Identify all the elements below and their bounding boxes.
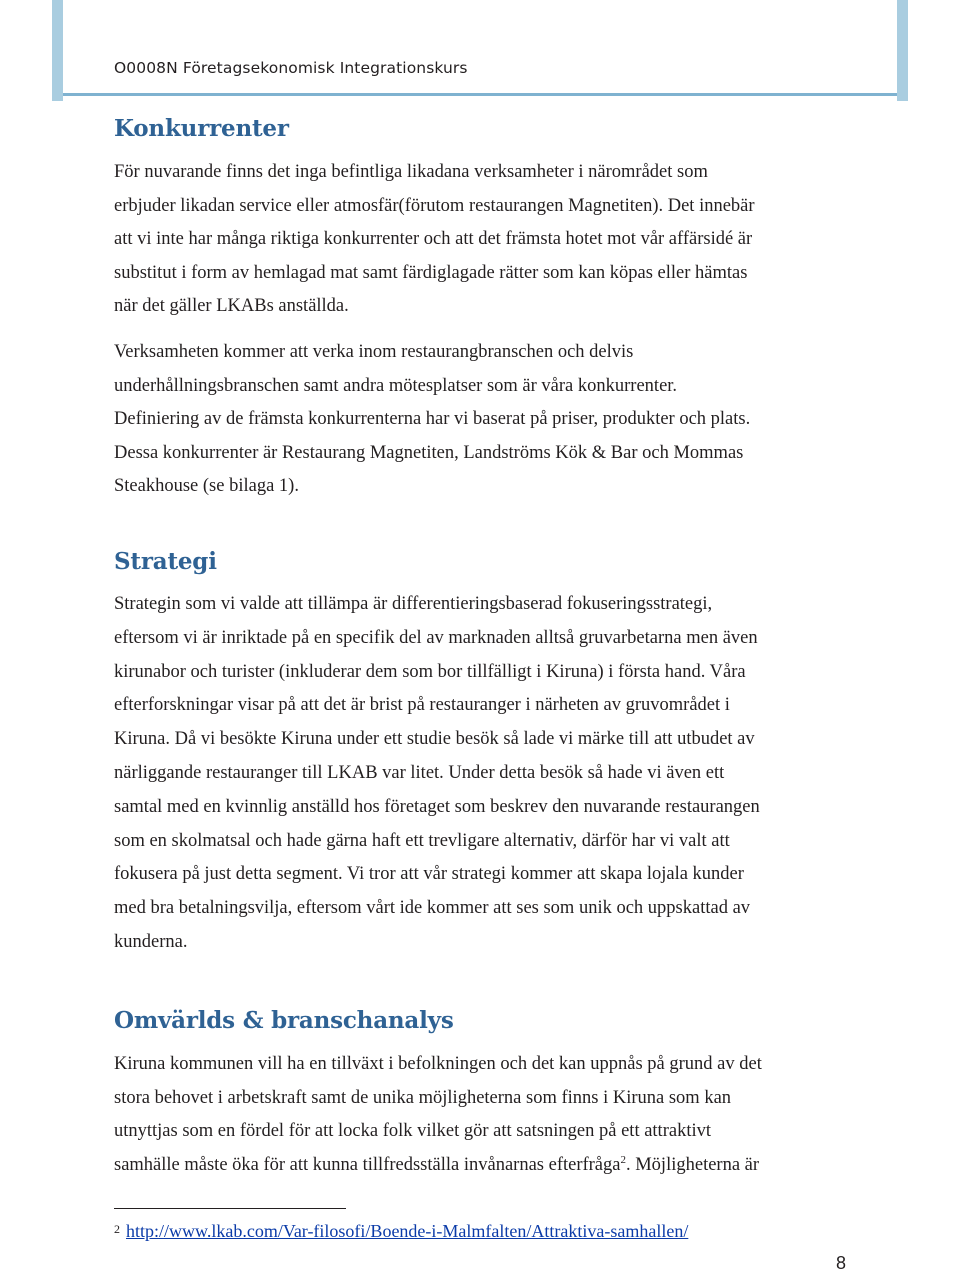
page-number: 8 [835, 1253, 846, 1273]
footnote-reference[interactable]: 2 [620, 1154, 626, 1167]
text-line: substitut i form av hemlagad mat samt färdiglagade rätter som kan köpas eller hämtas [114, 262, 748, 283]
heading-konkurrenter: Konkurrenter [114, 115, 289, 142]
text-line: underhållningsbranschen samt andra mötesplatser som är våra konkurrenter. [114, 375, 678, 396]
heading-omvarld: Omvärlds & branschanalys [114, 1007, 454, 1034]
text-line: närliggande restauranger till LKAB var litet. Under detta besök så hade vi även ett [114, 762, 725, 783]
strategi-paragraph [114, 588, 760, 960]
text-line: stora behovet i arbetskraft samt de unika möjligheterna som finns i Kiruna som kan [114, 1087, 732, 1108]
text-line: Kiruna kommunen vill ha en tillväxt i befolkningen och det kan uppnås på grund av det [114, 1054, 762, 1074]
text-run: . Möjligheterna är [625, 1155, 760, 1176]
course-title: O0008N Företagsekonomisk Integrationskurs [114, 59, 468, 77]
footnote-number: 2 [114, 1222, 120, 1236]
text-line: kunderna. [114, 931, 188, 952]
footnote [114, 1221, 688, 1242]
text-line: att vi inte har många riktiga konkurrenter och att det främsta hotet mot vår affärsidé är [114, 229, 753, 250]
footnote-divider [114, 1208, 346, 1209]
text-line: med bra betalningsvilja, eftersom vårt ide kommer att ses som unik och uppskattad av [114, 898, 751, 919]
text-line: kirunabor och turister (inkluderar dem som bor tillfälligt i Kiruna) i första hand. Våra [114, 661, 746, 682]
footnote-link[interactable]: http://www.lkab.com/Var-filosofi/Boende-i-Malmfalten/Attraktiva-samhallen/ [126, 1221, 689, 1241]
text-line: Verksamheten kommer att verka inom restaurangbranschen och delvis [114, 342, 634, 362]
text-line: när det gäller LKABs anställda. [114, 296, 349, 317]
header-divider [63, 93, 897, 96]
text-line: fokusera på just detta segment. Vi tror att vår strategi kommer att skapa lojala kunder [114, 864, 744, 885]
konkurrenter-paragraph-2 [114, 336, 750, 504]
text-line: Kiruna. Då vi besökte Kiruna under ett studie besök så lade vi märke till att utbudet av [114, 729, 755, 750]
text-line [114, 1149, 762, 1183]
text-line: som en skolmatsal och hade gärna haft ett trevligare alternativ, därför har vi valt att [114, 830, 730, 851]
text-line: erbjuder likadan service eller atmosfär(förutom restaurangen Magnetiten). Det innebär [114, 195, 755, 216]
text-line: Definiering av de främsta konkurrenterna har vi baserat på priser, produkter och plats. [114, 409, 751, 430]
heading-strategi: Strategi [114, 548, 217, 575]
text-line: eftersom vi är inriktade på en specifik del av marknaden alltså gruvarbetarna men även [114, 627, 758, 648]
text-line: Strategin som vi valde att tillämpa är differentieringsbaserad fokuseringsstrategi, [114, 594, 713, 614]
text-line: utnyttjas som en fördel för att locka folk vilket gör att satsningen på ett attraktivt [114, 1121, 711, 1142]
text-line: samtal med en kvinnlig anställd hos företaget som beskrev den nuvarande restaurangen [114, 796, 760, 817]
text-line: För nuvarande finns det inga befintliga likadana verksamheter i närområdet som [114, 162, 708, 182]
text-line: Dessa konkurrenter är Restaurang Magnetiten, Landströms Kök & Bar och Mommas [114, 442, 744, 463]
konkurrenter-paragraph-1 [114, 156, 755, 324]
text-line: Steakhouse (se bilaga 1). [114, 476, 299, 497]
omvarld-paragraph [114, 1048, 762, 1183]
header-band [52, 0, 908, 101]
text-line: efterforskningar visar på att det är brist på restauranger i närheten av gruvområdet i [114, 695, 730, 716]
text-run: samhälle måste öka för att kunna tillfredsställa invånarnas efterfråga [114, 1155, 621, 1176]
